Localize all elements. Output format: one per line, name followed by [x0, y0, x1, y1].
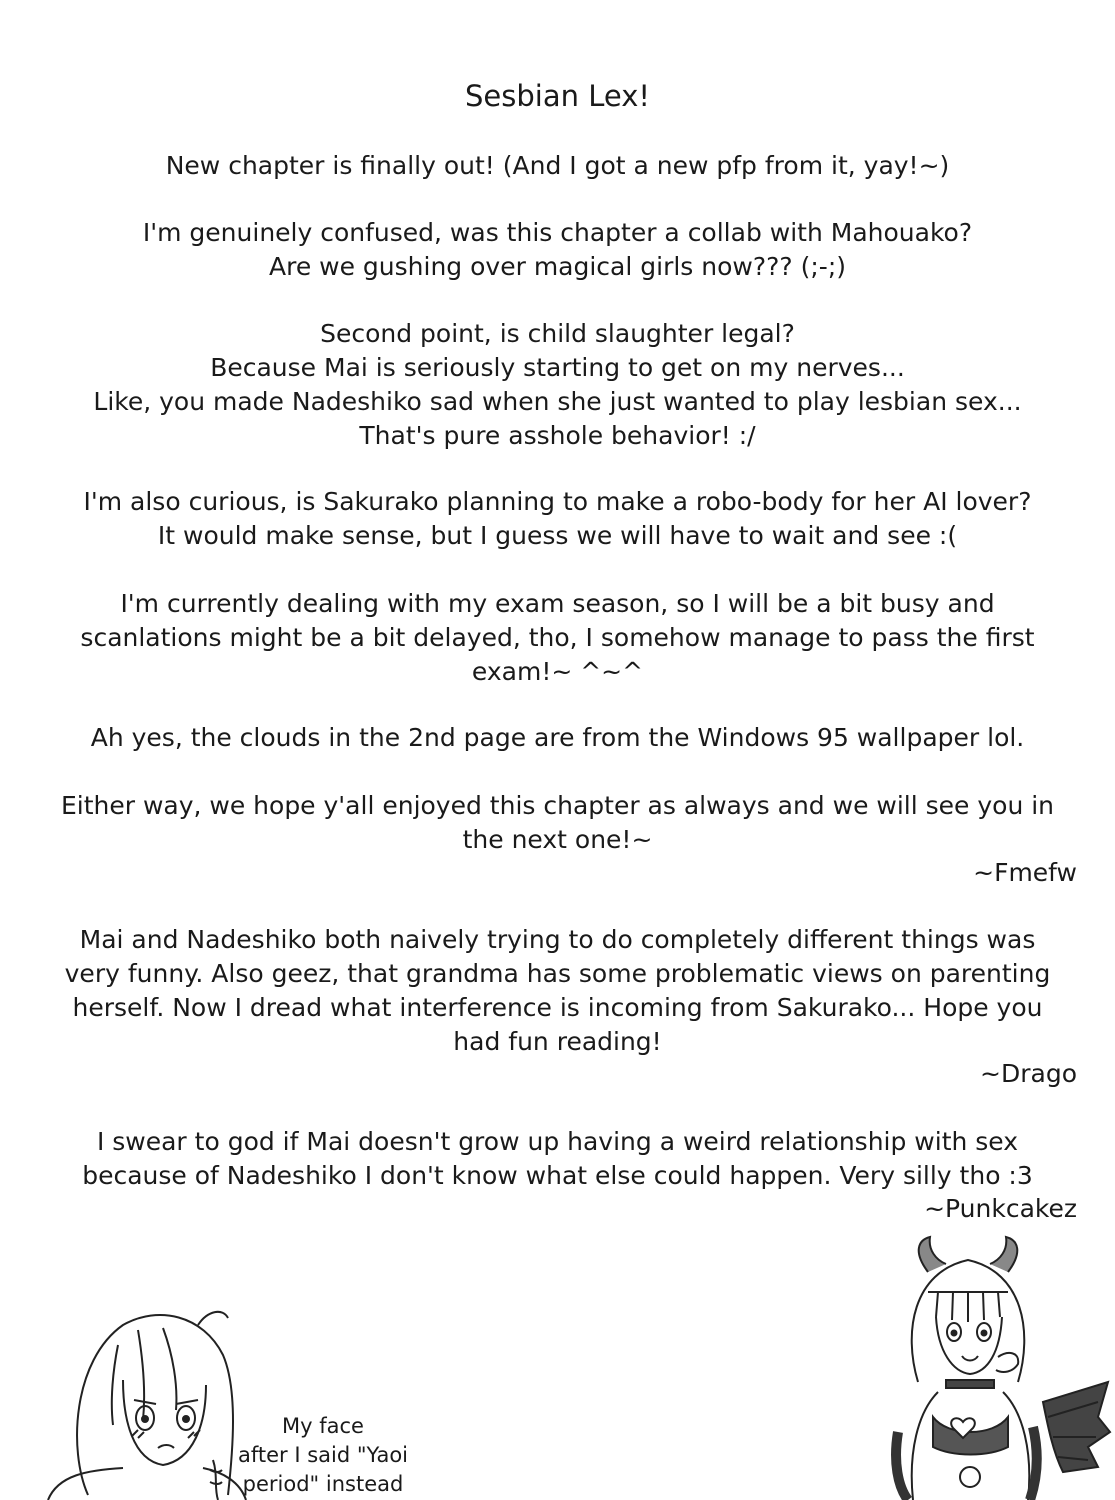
paragraph-clouds [30, 721, 1085, 755]
text-line: Ah yes, the clouds in the 2nd page are from the Windows 95 wallpaper lol. [90, 723, 1025, 752]
text-line: I'm also curious, is Sakurako planning to make a robo-body for her AI lover? [83, 487, 1032, 516]
text-line: I swear to god if Mai doesn't grow up having a weird relationship with sex [96, 1127, 1019, 1156]
caption-line: period" instead [242, 1472, 404, 1496]
paragraph-drago [30, 923, 1085, 1059]
text-line: Because Mai is seriously starting to get on my nerves... [210, 353, 905, 382]
paragraph-mahouako [30, 216, 1085, 284]
caption-line: My face [282, 1414, 364, 1438]
text-line: exam!~ ^~^ [471, 657, 644, 686]
signature-punkcakez: ~Punkcakez [924, 1194, 1077, 1223]
text-line: I'm currently dealing with my exam season, so I will be a bit busy and [120, 589, 995, 618]
illustration-caption [218, 1412, 428, 1499]
text-line: had fun reading! [453, 1027, 662, 1056]
page-title: Sesbian Lex! [465, 79, 650, 113]
paragraph-intro [30, 149, 1085, 183]
signature-drago: ~Drago [980, 1059, 1077, 1088]
text-line: the next one!~ [462, 825, 653, 854]
text-line: very funny. Also geez, that grandma has some problematic views on parenting [64, 959, 1051, 988]
text-line: Second point, is child slaughter legal? [320, 319, 795, 348]
text-line: Either way, we hope y'all enjoyed this chapter as always and we will see you in [60, 791, 1055, 820]
text-line: That's pure asshole behavior! :/ [359, 421, 756, 450]
text-line: Mai and Nadeshiko both naively trying to do completely different things was [79, 925, 1036, 954]
paragraph-sakurako [30, 485, 1085, 553]
signature-fmefw: ~Fmefw [973, 858, 1077, 887]
text-line: scanlations might be a bit delayed, tho, I somehow manage to pass the first [80, 623, 1035, 652]
paragraph-mai-complaint [30, 317, 1085, 453]
text-line: Like, you made Nadeshiko sad when she just wanted to play lesbian sex... [93, 387, 1022, 416]
paragraph-exams [30, 587, 1085, 689]
paragraph-punkcakez [30, 1125, 1085, 1193]
text-line: New chapter is finally out! (And I got a new pfp from it, yay!~) [165, 151, 950, 180]
paragraph-outro [30, 789, 1085, 857]
text-line: because of Nadeshiko I don't know what else could happen. Very silly tho :3 [82, 1161, 1033, 1190]
text-line: Are we gushing over magical girls now??? (;-;) [269, 252, 846, 281]
caption-line: after I said "Yaoi [237, 1443, 409, 1467]
character-illustration-left [28, 1300, 248, 1500]
text-line: It would make sense, but I guess we will have to wait and see :( [157, 521, 958, 550]
text-line: herself. Now I dread what interference is incoming from Sakurako... Hope you [72, 993, 1043, 1022]
character-illustration-right [858, 1232, 1113, 1500]
text-line: I'm genuinely confused, was this chapter a collab with Mahouako? [142, 218, 973, 247]
